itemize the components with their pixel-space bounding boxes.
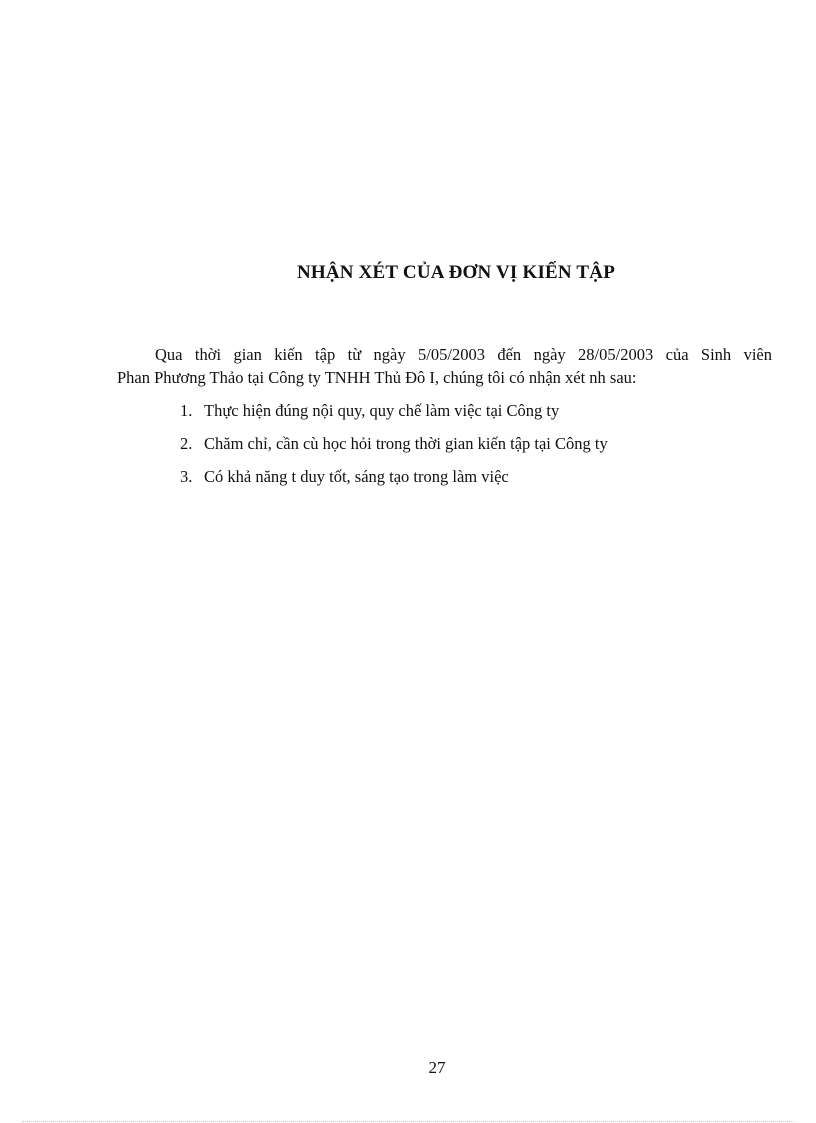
- list-item-number: 3.: [180, 467, 193, 486]
- page-title: NHẬN XÉT CỦA ĐƠN VỊ KIẾN TẬP: [296, 262, 616, 283]
- page-bottom-divider: [22, 1121, 794, 1122]
- list-item-text: Chăm chỉ, cần cù học hỏi trong thời gian kiến tập tại Công ty: [204, 434, 608, 453]
- list-item-number: 2.: [180, 434, 193, 453]
- page-number: 27: [428, 1058, 446, 1077]
- list-item-text: Có khả năng t duy tốt, sáng tạo trong làm việc: [204, 467, 509, 486]
- list-item: [180, 432, 608, 465]
- paragraph-line-2: Phan Phương Thảo tại Công ty TNHH Thủ Đô I, chúng tôi có nhận xét nh sau:: [117, 368, 637, 387]
- list-item-number: 1.: [180, 401, 193, 420]
- paragraph-line-1: Qua thời gian kiến tập từ ngày 5/05/2003 đến ngày 28/05/2003 của Sinh viên: [155, 345, 772, 364]
- intro-paragraph: [117, 343, 772, 389]
- list-item-text: Thực hiện đúng nội quy, quy chế làm việc tại Công ty: [204, 401, 560, 420]
- remarks-list: [180, 399, 608, 498]
- list-item: [180, 465, 608, 498]
- list-item: [180, 399, 608, 432]
